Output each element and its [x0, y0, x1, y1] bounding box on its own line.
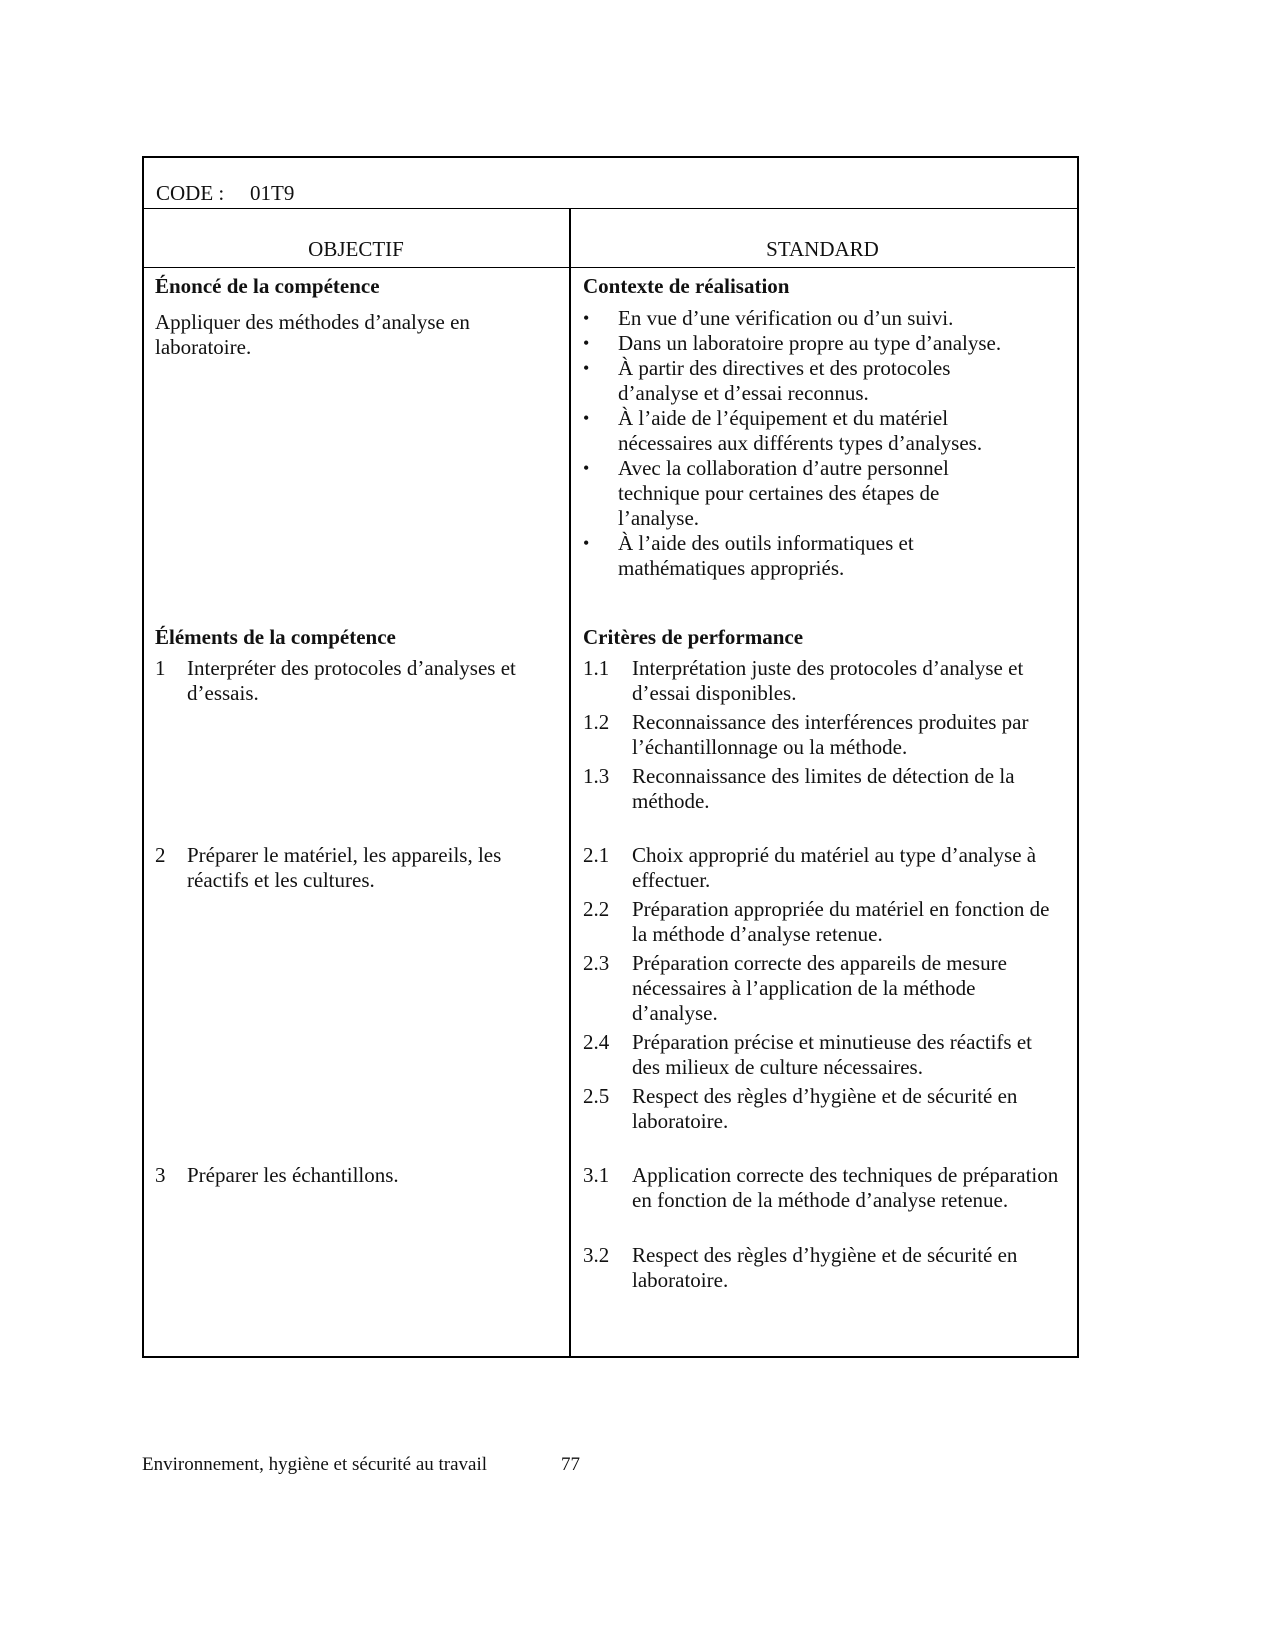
footer-title: Environnement, hygiène et sécurité au travail — [142, 1454, 488, 1475]
code-label: CODE : — [156, 181, 225, 205]
enonce-title: Énoncé de la compétence — [155, 274, 380, 298]
header-objectif: OBJECTIF — [308, 237, 404, 261]
code-value: 01T9 — [250, 181, 295, 205]
criteres-title: Critères de performance — [583, 625, 804, 649]
enonce-text: Appliquer des méthodes d’analyse en laboratoire. — [155, 310, 470, 359]
page-number: 77 — [561, 1454, 580, 1475]
column-divider — [569, 208, 571, 1356]
header-standard: STANDARD — [766, 237, 879, 261]
contexte-title: Contexte de réalisation — [583, 274, 790, 298]
elements-title: Éléments de la compétence — [155, 625, 396, 649]
divider — [142, 267, 1075, 268]
divider — [142, 208, 1077, 209]
